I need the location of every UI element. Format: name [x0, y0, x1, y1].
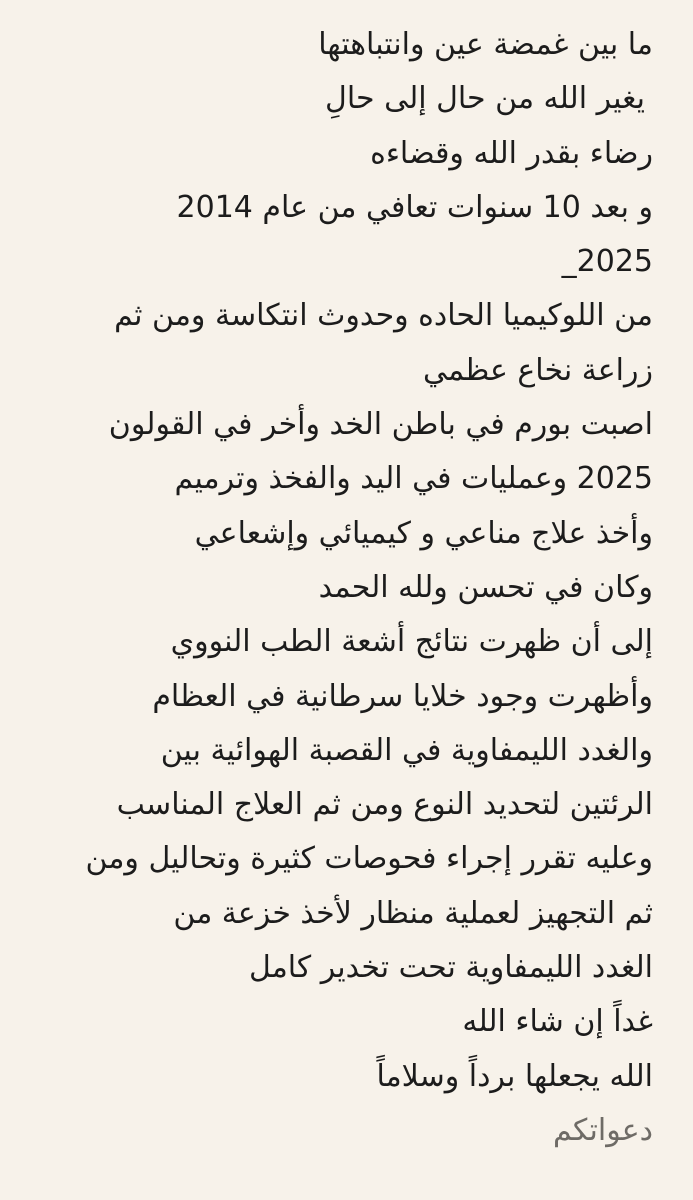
- note-line: رضاء بقدر الله وقضاءه: [370, 135, 653, 171]
- note-line: 2025 وعمليات في اليد والفخذ وترميم: [174, 461, 653, 497]
- note-line: الرئتين لتحديد النوع ومن ثم العلاج المناسب: [116, 787, 653, 823]
- note-line: وكان في تحسن ولله الحمد: [318, 569, 653, 605]
- note-line: ما بين غمضة عين وانتباهتها: [318, 27, 653, 62]
- note-line: من اللوكيميا الحاده وحدوث انتكاسة ومن ثم: [114, 298, 653, 334]
- note-line: و بعد 10 سنوات تعافي من عام 2014: [176, 189, 653, 225]
- note-line: وأخذ علاج مناعي و كيميائي وإشعاعي: [194, 515, 653, 551]
- note-line-signoff: دعواتكم: [553, 1112, 653, 1148]
- note-line: _2025: [561, 244, 653, 280]
- note-line: زراعة نخاع عظمي: [423, 352, 653, 388]
- note-line: يغير الله من حال إلى حالِ: [325, 81, 645, 117]
- note-line: وعليه تقرر إجراء فحوصات كثيرة وتحاليل ومن: [85, 841, 653, 877]
- note-line: ثم التجهيز لعملية منظار لأخذ خزعة من: [173, 895, 653, 931]
- note-line: الغدد الليمفاوية تحت تخدير كامل: [249, 950, 653, 986]
- note-line: غداً إن شاء الله: [462, 1004, 653, 1040]
- note-line: إلى أن ظهرت نتائج أشعة الطب النووي: [170, 624, 653, 660]
- note-line: وأظهرت وجود خلايا سرطانية في العظام: [152, 678, 653, 714]
- note-line: والغدد الليمفاوية في القصبة الهوائية بين: [160, 732, 653, 768]
- note-line: الله يجعلها برداً وسلاماً: [376, 1058, 653, 1094]
- note-line: اصبت بورم في باطن الخد وأخر في القولون: [108, 407, 653, 443]
